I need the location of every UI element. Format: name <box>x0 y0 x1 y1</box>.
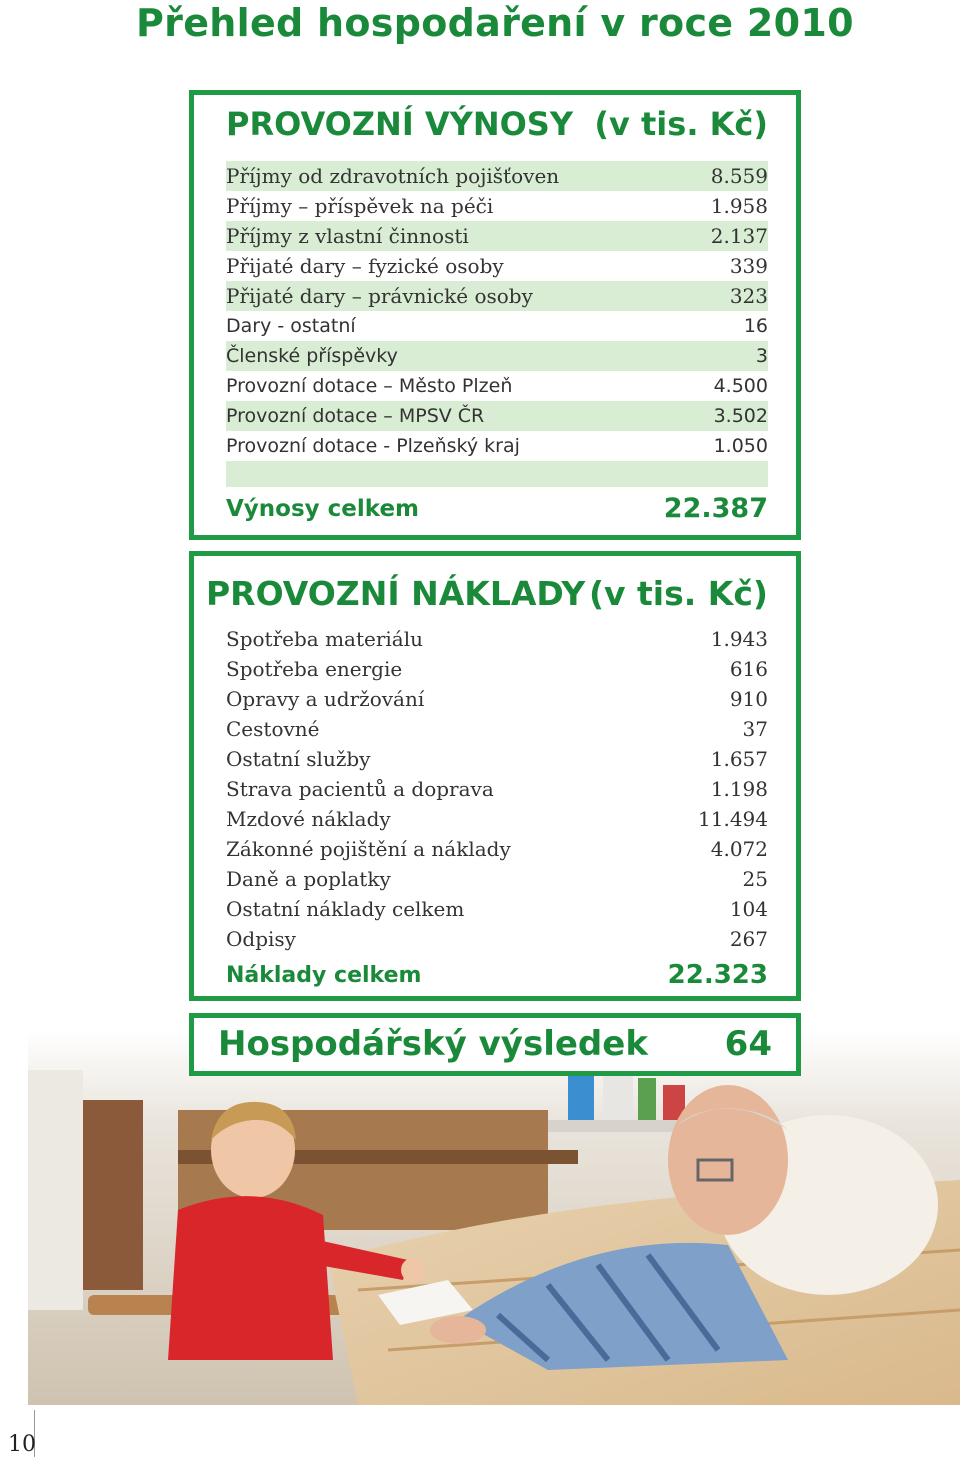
row-value: 267 <box>729 927 768 951</box>
row-label: Provozní dotace – Město Plzeň <box>226 375 513 397</box>
revenues-heading: PROVOZNÍ VÝNOSY <box>226 105 574 143</box>
table-row <box>226 221 768 251</box>
page-title: Přehled hospodaření v roce 2010 <box>136 1 854 45</box>
row-value: 3 <box>755 345 768 367</box>
table-row <box>226 924 768 954</box>
table-row <box>226 431 768 461</box>
result-value: 64 <box>724 1024 772 1064</box>
row-value: 8.559 <box>710 164 768 188</box>
expenses-heading: PROVOZNÍ NÁKLADY <box>206 574 586 613</box>
row-value: 4.500 <box>713 375 768 397</box>
table-row <box>226 371 768 401</box>
row-value: 1.958 <box>710 194 768 218</box>
table-row <box>226 804 768 834</box>
row-label: Spotřeba materiálu <box>226 627 423 651</box>
revenues-total-value: 22.387 <box>663 493 768 524</box>
row-label: Přijaté dary – právnické osoby <box>226 284 533 308</box>
row-label: Cestovné <box>226 717 320 741</box>
result-row <box>218 1024 772 1064</box>
row-value: 37 <box>742 717 768 741</box>
row-label: Mzdové náklady <box>226 807 391 831</box>
revenues-heading-row <box>226 105 768 143</box>
row-label: Členské příspěvky <box>226 345 398 367</box>
row-label: Spotřeba energie <box>226 657 403 681</box>
row-value: 1.943 <box>710 627 768 651</box>
row-label: Strava pacientů a doprava <box>226 777 494 801</box>
revenues-box <box>189 90 801 540</box>
row-value: 339 <box>729 254 768 278</box>
table-row <box>226 774 768 804</box>
result-box <box>189 1013 801 1076</box>
table-row <box>226 834 768 864</box>
row-label: Provozní dotace - Plzeňský kraj <box>226 435 520 457</box>
row-value: 1.050 <box>713 435 768 457</box>
row-label: Příjmy – příspěvek na péči <box>226 194 494 218</box>
table-row <box>226 251 768 281</box>
table-row <box>226 401 768 431</box>
row-label: Zákonné pojištění a náklady <box>226 837 511 861</box>
table-row <box>226 744 768 774</box>
row-value: 2.137 <box>710 224 768 248</box>
row-label: Dary - ostatní <box>226 315 356 337</box>
expenses-table <box>226 624 768 954</box>
row-label: Ostatní služby <box>226 747 371 771</box>
row-value: 323 <box>729 284 768 308</box>
expenses-box <box>189 551 801 1001</box>
row-value: 16 <box>743 315 768 337</box>
row-value: 4.072 <box>710 837 768 861</box>
table-row <box>226 311 768 341</box>
expenses-total-value: 22.323 <box>667 960 768 990</box>
expenses-heading-row <box>206 574 768 613</box>
row-label: Příjmy z vlastní činnosti <box>226 224 469 248</box>
table-row <box>226 864 768 894</box>
table-row <box>226 281 768 311</box>
table-row <box>226 191 768 221</box>
revenues-table <box>226 161 768 487</box>
table-row <box>226 161 768 191</box>
expenses-total-row <box>226 960 768 990</box>
row-value: 1.657 <box>710 747 768 771</box>
revenues-total-label: Výnosy celkem <box>226 495 420 522</box>
table-row <box>226 654 768 684</box>
expenses-total-label: Náklady celkem <box>226 962 422 988</box>
row-value: 25 <box>742 867 768 891</box>
row-value: 1.198 <box>710 777 768 801</box>
page-number: 10 <box>8 1432 36 1457</box>
table-row <box>226 714 768 744</box>
row-value: 910 <box>729 687 768 711</box>
table-row <box>226 894 768 924</box>
row-value: 616 <box>729 657 768 681</box>
row-label: Provozní dotace – MPSV ČR <box>226 405 485 427</box>
row-label: Daně a poplatky <box>226 867 391 891</box>
table-spacer <box>226 461 768 487</box>
row-label: Odpisy <box>226 927 296 951</box>
row-value: 104 <box>729 897 768 921</box>
row-label: Příjmy od zdravotních pojišťoven <box>226 164 560 188</box>
row-label: Ostatní náklady celkem <box>226 897 465 921</box>
table-row <box>226 624 768 654</box>
row-label: Přijaté dary – fyzické osoby <box>226 254 504 278</box>
row-value: 3.502 <box>713 405 768 427</box>
expenses-unit: (v tis. Kč) <box>588 574 768 613</box>
result-label: Hospodářský výsledek <box>218 1024 648 1064</box>
row-value: 11.494 <box>698 807 768 831</box>
row-label: Opravy a udržování <box>226 687 425 711</box>
revenues-unit: (v tis. Kč) <box>594 105 768 143</box>
table-row <box>226 341 768 371</box>
table-row <box>226 684 768 714</box>
revenues-total-row <box>226 493 768 524</box>
hospice-photo <box>28 1030 960 1405</box>
